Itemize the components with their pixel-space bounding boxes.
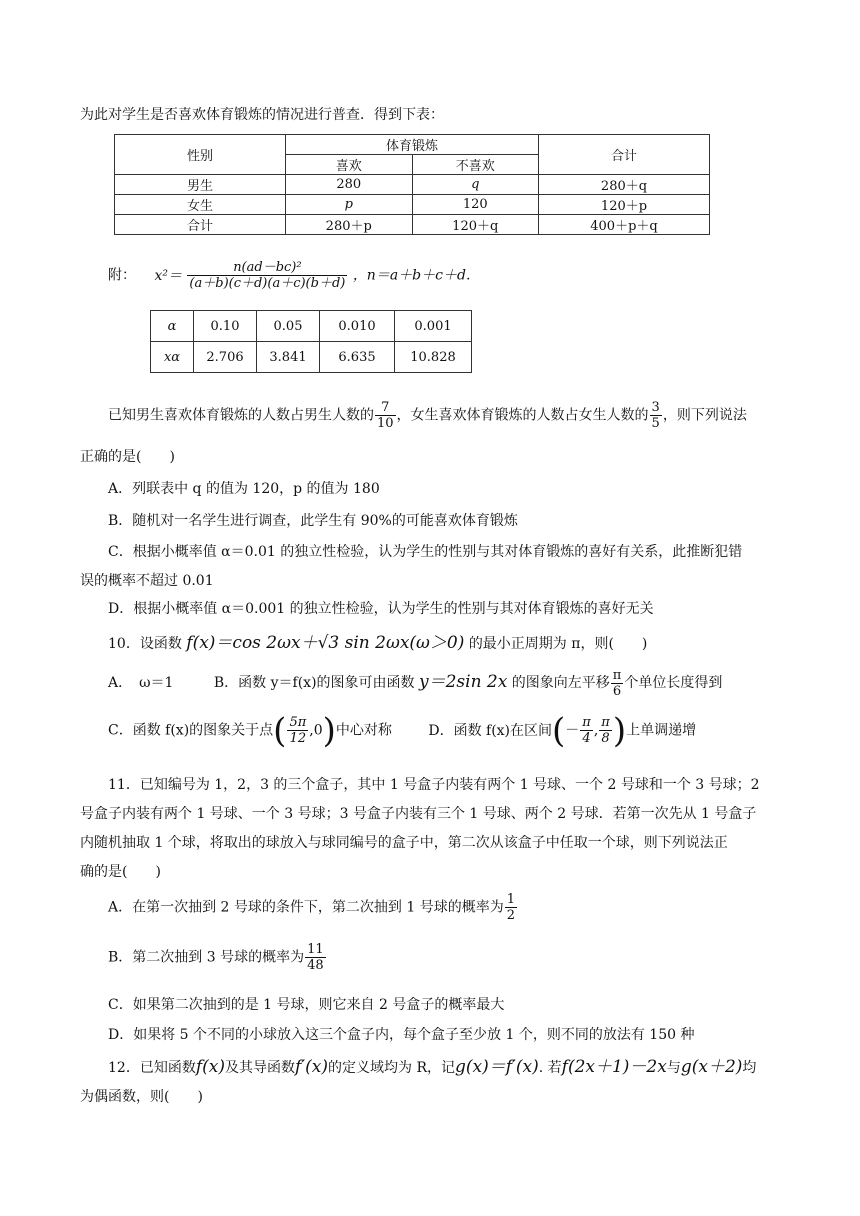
- q12-func-g: g(x)＝f′(x): [455, 1057, 539, 1077]
- q12-func-f: f(x): [195, 1057, 225, 1077]
- cell: 120＋q: [412, 215, 539, 235]
- q9-option-c-cont: 误的概率不超过 0.01: [80, 573, 214, 589]
- fraction-denominator: 2: [506, 908, 516, 923]
- header-sport: 体育锻炼: [286, 135, 539, 155]
- q9-option-d: D．根据小概率值 α＝0.001 的独立性检验，认为学生的性别与其对体育锻炼的喜好无关: [108, 601, 654, 617]
- table-row: [151, 342, 472, 373]
- q12-func-fprime: f′(x): [294, 1057, 328, 1077]
- q12-text-a: 12．已知函数: [108, 1060, 196, 1076]
- critical-value-table: [150, 310, 472, 373]
- fraction-numerator: n(ad－bc)²: [187, 260, 347, 276]
- cell: 6.635: [320, 342, 395, 373]
- chi-square-fraction: [187, 260, 347, 291]
- q12-func-f2x: f(2x＋1)－2x: [561, 1057, 667, 1077]
- fraction-numerator: 1: [506, 892, 516, 907]
- cell: p: [286, 195, 413, 215]
- q9-option-b: B．随机对一名学生进行调查，此学生有 90%的可能喜欢体育锻炼: [108, 513, 518, 529]
- table-row: [115, 215, 710, 235]
- q10-option-b: B．函数 y＝f(x)的图象可由函数: [213, 675, 415, 691]
- fraction-denominator: 8: [601, 731, 610, 746]
- q10-option-row1: [108, 667, 722, 699]
- fraction-numerator: π: [612, 667, 622, 683]
- q10-option-c: C．函数 f(x)的图象关于点: [108, 722, 274, 739]
- header-gender: 性别: [115, 135, 286, 175]
- contingency-table: [114, 134, 710, 235]
- header-total: 合计: [539, 135, 710, 175]
- header-dislike: 不喜欢: [412, 155, 539, 175]
- cell: 400＋p＋q: [539, 215, 710, 235]
- q10-option-d: D．函数 f(x)在区间: [428, 722, 553, 739]
- table-row: [115, 175, 710, 195]
- fraction-denominator: (a＋b)(c＋d)(a＋c)(b＋d): [189, 276, 346, 291]
- q12-func-gx2: g(x＋2): [680, 1057, 743, 1077]
- cell: 280＋p: [286, 215, 413, 235]
- q11-line1: 11．已知编号为 1，2，3 的三个盒子，其中 1 号盒子内装有两个 1 号球、一个 2 号球和一个 3 号球；2: [108, 777, 760, 793]
- header-like: 喜欢: [286, 155, 413, 175]
- fraction-denominator: 10: [377, 416, 394, 431]
- q9-stem-b: ，女生喜欢体育锻炼的人数占女生人数的: [396, 407, 649, 424]
- fraction-denominator: 4: [582, 731, 591, 746]
- q10-option-b-tail: 个单位长度得到: [624, 675, 723, 691]
- q11-option-a-text: A．在第一次抽到 2 号球的条件下，第二次抽到 1 号球的概率为: [108, 899, 504, 916]
- q10-option-c-point: ,0: [309, 722, 323, 739]
- q10-option-row2: C．函数 f(x)的图象关于点( $\frac{5\pi}{12}$ ,0)中心对称 D．函数 f(x)在区间(－ $\frac{\pi}{4}$ , $\frac{\pi}{8}$ )上单调递增: [108, 710, 697, 751]
- q10-option-d-tail: 上单调递增: [626, 722, 697, 739]
- formula-prefix: 附：: [108, 267, 136, 284]
- q10-stem-b: 的最小正周期为 π，则( ): [468, 636, 648, 652]
- row-label: 女生: [115, 195, 286, 215]
- q11-option-a: [108, 892, 518, 923]
- intro-text: 为此对学生是否喜欢体育锻炼的情况进行普查．得到下表：: [80, 107, 444, 123]
- cell: q: [412, 175, 539, 195]
- q9-stem-c: ，则下列说法: [662, 407, 747, 424]
- q9-stem-line2: 正确的是( ): [80, 449, 175, 465]
- q11-option-c: C．如果第二次抽到的是 1 号球，则它来自 2 号盒子的概率最大: [108, 997, 505, 1013]
- q11-line3: 内随机抽取 1 个球，将取出的球放入与球同编号的盒子中，第二次从该盒子中任取一个球，则下列说法正: [80, 835, 728, 851]
- q12-line2: 为偶函数，则( ): [80, 1089, 203, 1105]
- cell: 280＋q: [539, 175, 710, 195]
- fraction-numerator: 7: [375, 400, 396, 416]
- q10-function: f(x)＝cos 2ωx＋√3 sin 2ωx(ω＞0): [186, 633, 465, 653]
- q12-text-e: 与: [666, 1060, 681, 1076]
- cell: α: [151, 311, 194, 342]
- formula-tail: ，n＝a＋b＋c＋d.: [352, 267, 471, 284]
- fraction-denominator: 5: [651, 416, 660, 431]
- q10-stem: [108, 628, 647, 653]
- q10-option-a: A． ω＝1: [108, 675, 174, 691]
- table-row: [151, 311, 472, 342]
- q10-stem-a: 10．设函数: [108, 636, 182, 652]
- cell: 280: [286, 175, 413, 195]
- fraction-denominator: 6: [612, 683, 622, 699]
- cell: 120＋p: [539, 195, 710, 215]
- cell: 10.828: [395, 342, 472, 373]
- cell: 0.001: [395, 311, 472, 342]
- row-label: 男生: [115, 175, 286, 195]
- fraction-numerator: 11: [307, 942, 324, 957]
- cell: 3.841: [257, 342, 320, 373]
- q9-stem-a: 已知男生喜欢体育锻炼的人数占男生人数的: [108, 407, 374, 424]
- q12-text-c: 的定义域均为 R，记: [328, 1060, 455, 1076]
- q12-text-f: 均: [742, 1060, 757, 1076]
- q12-text-d: . 若: [538, 1060, 562, 1076]
- fraction-numerator: 5π: [289, 715, 307, 730]
- fraction-numerator: 3: [651, 400, 660, 415]
- row-label: 合计: [115, 215, 286, 235]
- formula-line: [108, 260, 470, 291]
- fraction-numerator: π: [582, 715, 591, 730]
- q9-option-a: A．列联表中 q 的值为 120，p 的值为 180: [108, 481, 380, 497]
- q10-option-b-func: y＝2sin 2x: [419, 672, 508, 692]
- q11-option-b: [108, 942, 327, 973]
- q12-text-b: 及其导函数: [224, 1060, 295, 1076]
- cell: 0.05: [257, 311, 320, 342]
- cell: 120: [412, 195, 539, 215]
- cell: 2.706: [194, 342, 257, 373]
- cell: 0.10: [194, 311, 257, 342]
- q11-line4: 确的是( ): [80, 864, 161, 880]
- q11-option-d: D．如果将 5 个不同的小球放入这三个盒子内，每个盒子至少放 1 个，则不同的放法有 150 种: [108, 1027, 695, 1043]
- q9-stem-line1: [108, 400, 747, 431]
- table-row: [115, 195, 710, 215]
- q9-option-c: C．根据小概率值 α＝0.01 的独立性检验，认为学生的性别与其对体育锻炼的喜好有关系，此推断犯错: [108, 544, 743, 560]
- fraction-denominator: 48: [307, 958, 324, 973]
- cell: 0.010: [320, 311, 395, 342]
- formula-lhs: x²＝: [154, 267, 182, 284]
- q10-option-b-text: 的图象向左平移: [511, 675, 610, 691]
- q11-option-b-text: B．第二次抽到 3 号球的概率为: [108, 949, 305, 966]
- q10-option-c-tail: 中心对称: [335, 722, 392, 739]
- cell: xα: [151, 342, 194, 373]
- q11-line2: 号盒子内装有两个 1 号球、一个 3 号球；3 号盒子内装有三个 1 号球、两个 2 号球．若第一次先从 1 号盒子: [80, 806, 757, 822]
- fraction-numerator: π: [601, 715, 610, 730]
- q12-line1: [108, 1052, 756, 1077]
- fraction-denominator: 12: [289, 731, 307, 746]
